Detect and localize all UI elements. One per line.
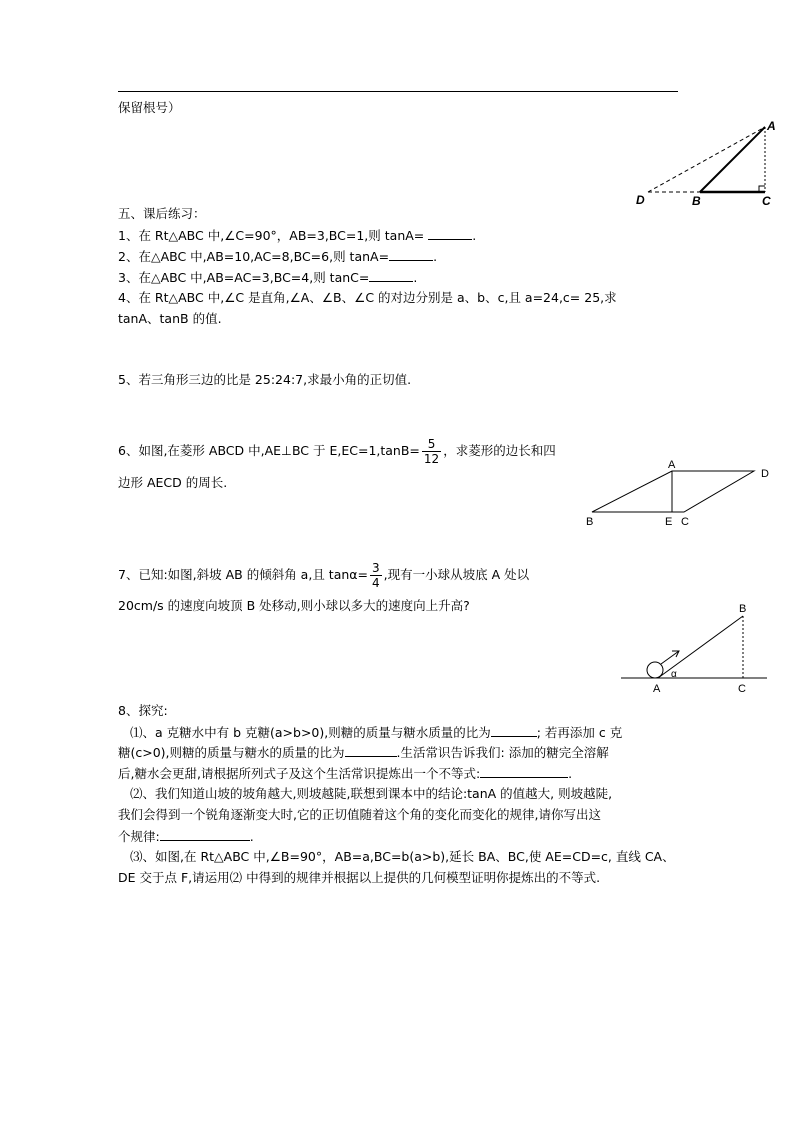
figure-triangle-abc-d [630,118,780,210]
carryover-note: 保留根号） [118,100,181,115]
problem-4-line-1: 4、在 Rt△ABC 中,∠C 是直角,∠A、∠B、∠C 的对边分别是 a、b、c,且 a=24,c= 25,求 [118,290,617,305]
problem-8-part-1-line-2: 糖(c>0),则糖的质量与糖水的质量的比为 .生活常识告诉我们: 添加的糖完全溶解 [118,745,609,760]
problem-8-part-3-line-2: DE 交于点 F,请运用⑵ 中得到的规律并根据以上提供的几何模型证明你提炼出的不等式. [118,870,601,885]
figure-slope [615,598,775,696]
problem-8-part-3-line-1: ⑶、如图,在 Rt△ABC 中,∠B=90°，AB=a,BC=b(a>b),延长 BA、BC,使 AE=CD=c, 直线 CA、 [130,849,675,864]
problem-8-part-1-line-1: ⑴、a 克糖水中有 b 克糖(a>b>0),则糖的质量与糖水质量的比为 ; 若再添加 c 克 [130,725,623,740]
motion-arrow [661,651,679,664]
answer-blank [369,268,413,282]
problem-8-part-1-line-3: 后,糖水会更甜,请根据所列式子及这个生活常识提炼出一个不等式: . [118,766,573,781]
label-b: B [586,516,594,528]
problem-8-part-2-line-2: 我们会得到一个锐角逐渐变大时,它的正切值随着这个角的变化而变化的规律,请你写出这 [118,807,601,822]
fraction-3-4: $\frac{3}{4}$ [372,561,380,590]
rhombus-outline [592,471,754,512]
label-c: C [762,194,771,208]
label-alpha: α [671,669,677,680]
problem-8-part-2-line-1: ⑵、我们知道山坡的坡角越大,则坡越陡,联想到课本中的结论:tanA 的值越大, 则坡越陡, [130,786,613,801]
label-c: C [738,683,746,695]
label-e: E [665,516,673,528]
problem-8-part-2-line-3: 个规律: . [118,829,254,844]
problem-7-line-1: 7、已知:如图,斜坡 AB 的倾斜角 a,且 tanα= $\frac{3}{4}$ ,现有一小球从坡底 A 处以 [118,561,530,590]
answer-blank [491,723,537,737]
fraction-5-12: $\frac{5}{12}$ [423,437,440,466]
label-b: B [739,603,747,615]
section-heading: 五、课后练习： [118,206,206,221]
label-a: A [653,683,661,695]
problem-6-line-2: 边形 AECD 的周长. [118,475,228,490]
problem-2: 2、在△ABC 中,AB=10,AC=8,BC=6,则 tanA= . [118,249,438,264]
answer-blank [160,827,250,841]
answer-blank [389,247,433,261]
problem-8-heading: 8、探究: [118,703,168,718]
problem-5: 5、若三角形三边的比是 25:24:7,求最小角的正切值. [118,372,412,387]
label-b: B [692,194,701,208]
label-c: C [681,516,689,528]
problem-1: 1、在 Rt△ABC 中,∠C=90°，AB=3,BC=1,则 tanA= . [118,228,477,243]
problem-7-line-2: 20cm/s 的速度向坡顶 B 处移动,则小球以多大的速度向上升高? [118,598,470,613]
answer-blank [480,764,568,778]
dashed-line-ad [648,127,765,192]
problem-6-line-1: 6、如图,在菱形 ABCD 中,AE⊥BC 于 E,EC=1,tanB= $\frac{5}{12}$ ，求菱形的边长和四 [118,437,556,466]
label-d: D [761,468,769,480]
label-a: A [767,119,776,133]
figure-rhombus-abcd [580,455,780,530]
problem-3: 3、在△ABC 中,AB=AC=3,BC=4,则 tanC= . [118,270,418,285]
segment-ab [700,127,765,192]
label-a: A [668,459,676,471]
label-d: D [636,193,645,207]
header-rule [118,91,678,92]
problem-4-line-2: tanA、tanB 的值. [118,311,222,326]
answer-blank [345,743,397,757]
answer-blank [428,226,472,240]
ball [647,662,663,678]
